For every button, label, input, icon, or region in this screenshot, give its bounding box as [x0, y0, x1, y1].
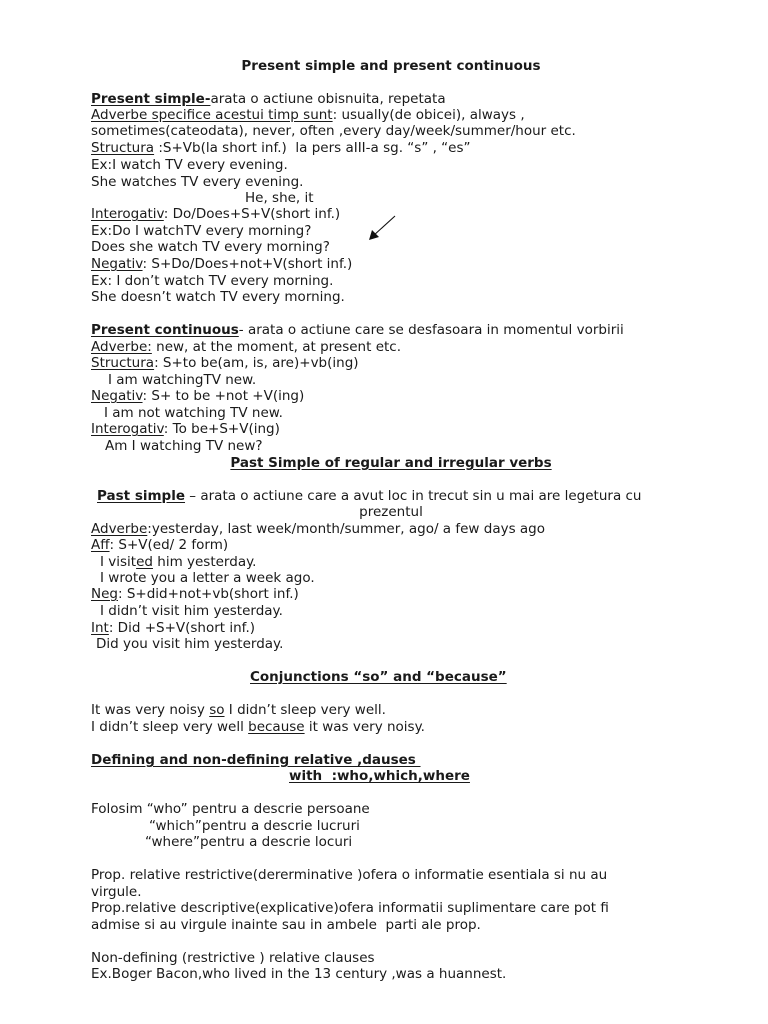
present-simple-adverbs-line	[91, 107, 525, 123]
interrogative-text: : Did +S+V(short inf.)	[108, 620, 256, 636]
interrogative-text: : Do/Does+S+V(short inf.)	[163, 206, 341, 222]
example-text: I visit	[100, 554, 137, 570]
affirmative-line	[91, 537, 228, 553]
example-line: I didn’t visit him yesterday.	[100, 603, 283, 619]
adverbs-label: Adverbe specifice acestui timp sunt	[91, 107, 333, 123]
negative-line	[91, 256, 352, 272]
affirmative-text: : S+V(ed/ 2 form)	[109, 537, 229, 553]
interrogative-label: Int	[91, 620, 109, 636]
present-simple-heading-line	[91, 91, 446, 107]
example-line: Ex: I don’t watch TV every morning.	[91, 273, 334, 289]
conjunction-word: so	[209, 702, 225, 718]
adverbs-label: Adverbe	[91, 521, 148, 537]
affirmative-label: Aff	[91, 537, 110, 553]
example-line: Does she watch TV every morning?	[91, 239, 330, 255]
present-simple-definition: arata o actiune obisnuita, repetata	[210, 91, 446, 107]
example-line: She doesn’t watch TV every morning.	[91, 289, 345, 305]
paragraph-line: virgule.	[91, 884, 142, 900]
example-line: Am I watching TV new?	[105, 438, 263, 454]
adverbs-line	[91, 339, 401, 355]
adverbs-text: new, at the moment, at present etc.	[151, 339, 402, 355]
conjunctions-section-title: Conjunctions “so” and “because”	[250, 669, 507, 685]
page-title: Present simple and present continuous	[241, 58, 541, 74]
example-line: I am watchingTV new.	[108, 372, 257, 388]
adverbs-line	[91, 521, 545, 537]
structure-text: : S+to be(am, is, are)+vb(ing)	[154, 355, 359, 371]
interrogative-line	[91, 206, 340, 222]
relative-section-title-line-2: with :who,which,where	[289, 768, 470, 784]
past-simple-heading: Past simple	[97, 488, 186, 504]
paragraph-line: “where”pentru a descrie locuri	[145, 834, 353, 850]
past-simple-heading-line	[97, 488, 642, 504]
paragraph-line: Ex.Boger Bacon,who lived in the 13 century ,was a huannest.	[91, 966, 507, 982]
structure-line	[91, 355, 359, 371]
example-text: it was very noisy.	[304, 719, 425, 735]
negative-line	[91, 388, 304, 404]
example-line	[91, 719, 425, 735]
adverbs-text: :yesterday, last week/month/summer, ago/ a few days ago	[147, 521, 546, 537]
negative-label: Neg	[91, 586, 118, 602]
negative-text: : S+did+not+vb(short inf.)	[117, 586, 299, 602]
paragraph-line: Prop. relative restrictive(dererminative )ofera o informatie esentiala si nu au	[91, 867, 608, 883]
interrogative-label: Interogativ	[91, 206, 164, 222]
interrogative-label: Interogativ	[91, 421, 164, 437]
interrogative-line	[91, 421, 280, 437]
paragraph-line: Prop.relative descriptive(explicative)ofera informatii suplimentare care pot fi	[91, 900, 609, 916]
present-continuous-definition: - arata o actiune care se desfasoara in momentul vorbirii	[238, 322, 624, 338]
past-simple-definition: – arata o actiune care a avut loc in trecut sin u mai are legetura cu	[185, 488, 642, 504]
example-line	[91, 702, 386, 718]
structure-text: :S+Vb(la short inf.) la pers aIII-a sg. “s” , “es”	[154, 140, 471, 156]
negative-label: Negativ	[91, 388, 143, 404]
example-text: It was very noisy	[91, 702, 210, 718]
arrow-icon	[361, 212, 401, 246]
example-line: She watches TV every evening.	[91, 174, 304, 190]
example-line	[100, 554, 256, 570]
negative-label: Negativ	[91, 256, 143, 272]
paragraph-line: admise si au virgule inainte sau in ambele parti ale prop.	[91, 917, 481, 933]
example-suffix: ed	[136, 554, 153, 570]
example-line: I wrote you a letter a week ago.	[100, 570, 315, 586]
structure-label: Structura	[91, 355, 155, 371]
paragraph-line: Folosim “who” pentru a descrie persoane	[91, 801, 370, 817]
paragraph-line: Non-defining (restrictive ) relative clauses	[91, 950, 375, 966]
example-line: I am not watching TV new.	[104, 405, 283, 421]
example-line: Ex:Do I watchTV every morning?	[91, 223, 312, 239]
past-simple-section-title: Past Simple of regular and irregular verbs	[230, 455, 552, 471]
negative-line	[91, 586, 299, 602]
negative-text: : S+Do/Does+not+V(short inf.)	[142, 256, 353, 272]
structure-line	[91, 140, 471, 156]
example-text: him yesterday.	[152, 554, 257, 570]
adverbs-label: Adverbe:	[91, 339, 152, 355]
interrogative-line	[91, 620, 255, 636]
example-text: I didn’t sleep very well	[91, 719, 249, 735]
adverbs-text: : usually(de obicei), always ,	[332, 107, 525, 123]
negative-text: : S+ to be +not +V(ing)	[142, 388, 305, 404]
example-line: Ex:I watch TV every evening.	[91, 157, 288, 173]
conjunction-word: because	[248, 719, 305, 735]
pronouns-note: He, she, it	[245, 190, 314, 206]
present-simple-heading: Present simple-	[91, 91, 211, 107]
structure-label: Structura	[91, 140, 155, 156]
relative-section-title: Defining and non-defining relative ,dauses	[91, 752, 421, 768]
past-simple-definition-line-2: prezentul	[359, 504, 423, 520]
present-continuous-heading: Present continuous	[91, 322, 239, 338]
paragraph-line: “which”pentru a descrie lucruri	[149, 818, 360, 834]
interrogative-text: : To be+S+V(ing)	[163, 421, 280, 437]
adverbs-line-2: sometimes(cateodata), never, often ,every day/week/summer/hour etc.	[91, 123, 576, 139]
present-continuous-heading-line	[91, 322, 624, 338]
example-line: Did you visit him yesterday.	[96, 636, 284, 652]
example-text: I didn’t sleep very well.	[224, 702, 386, 718]
